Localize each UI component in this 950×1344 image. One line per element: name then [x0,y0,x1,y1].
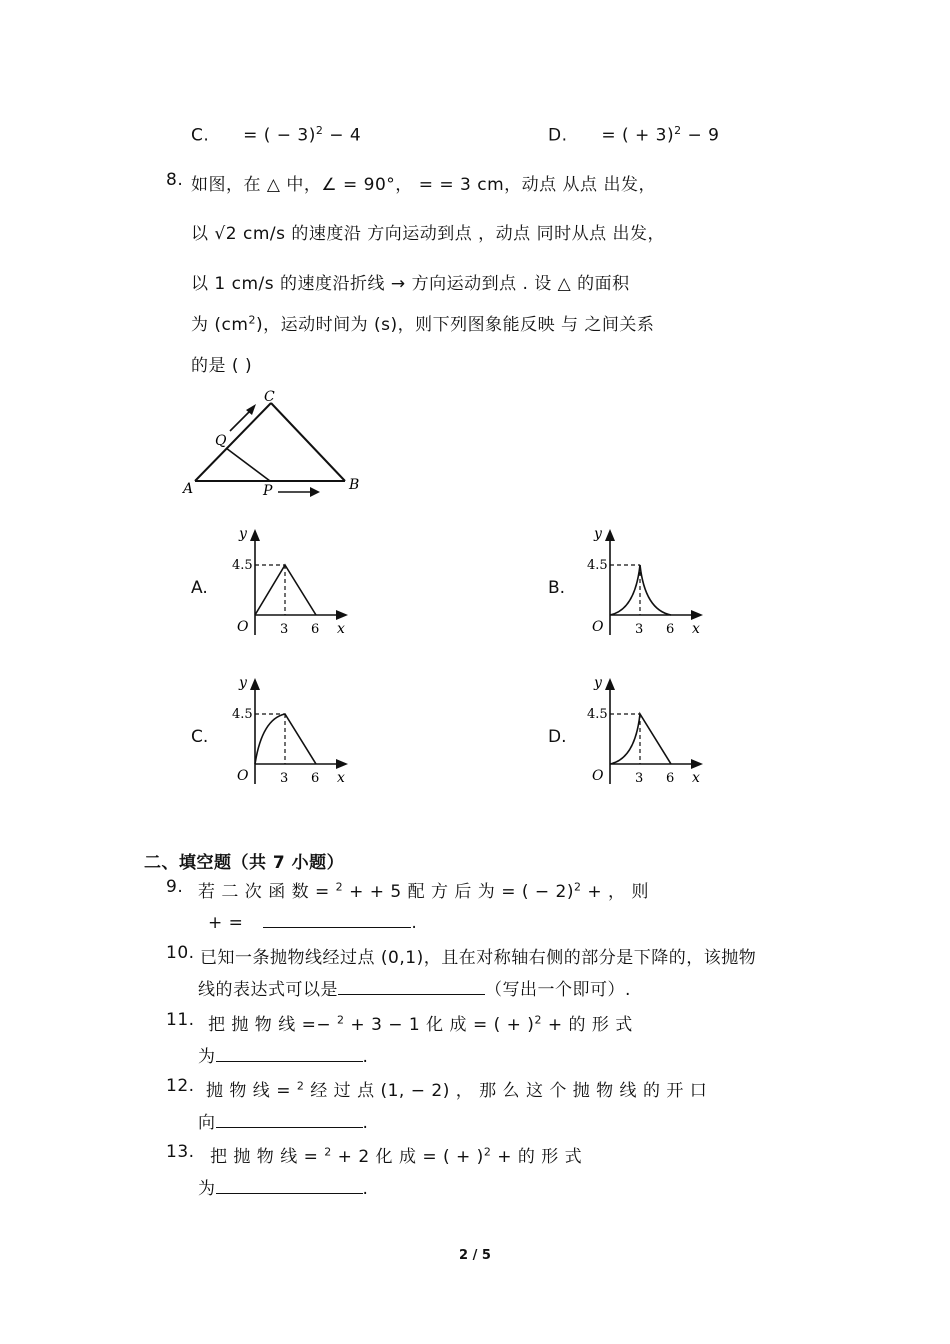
answer-blank[interactable] [216,1045,363,1062]
y-axis-arrow [605,529,615,541]
q8-option-c-label: C. [191,727,209,747]
arrow-p-head [310,487,320,497]
q10-number: 10. [166,943,195,963]
y-tick: 4.5 [587,707,608,722]
label-q: Q [215,433,227,449]
label-b: B [349,477,360,493]
segment-pq [226,448,270,481]
q13-number: 13. [166,1142,195,1162]
q12-line2: 向 . [198,1113,369,1133]
x-tick-6: 6 [666,622,675,637]
triangle-figure [178,385,368,505]
q13-line2: 为 . [198,1179,369,1199]
graph-option-c [222,671,362,791]
y-tick: 4.5 [232,558,253,573]
y-axis-arrow [250,678,260,690]
q11-line2: 为 . [198,1047,369,1067]
y-tick: 4.5 [232,707,253,722]
y-tick: 4.5 [587,558,608,573]
q8-line2: 以 √2 cm/s 的速度沿 方向运动到点 ，动点 同时从点 出发， [191,224,665,244]
q12-number: 12. [166,1076,195,1096]
q9-line1: 若 二 次 函 数 = $^2$ + + 5 配 方 后 为 = ( − 2)$^2$ + ， 则 [198,880,649,902]
q8-line1: 如图，在 △ 中，∠ = 90°， = = 3 cm，动点 从点 出发， [191,175,656,195]
q11-line1: 把 抛 物 线 =− $^2$ + 3 − 1 化 成 = ( + )$^2$ + 的 形 式 [208,1013,633,1035]
y-axis-arrow [605,678,615,690]
q8-number: 8. [166,170,184,190]
x-tick-3: 3 [635,622,644,637]
label-p: P [263,483,273,499]
section-title: 二、填空题（共 7 小题） [144,853,345,873]
graph-option-a [222,522,362,642]
origin-label: O [592,619,604,635]
x-tick-6: 6 [311,622,320,637]
x-label: x [692,621,700,637]
q9-number: 9. [166,877,184,897]
origin-label: O [237,619,249,635]
y-label: y [594,526,602,542]
x-tick-3: 3 [280,622,289,637]
page-number: 2 / 5 [459,1248,491,1263]
label-c: C [264,389,275,405]
q8-line3: 以 1 cm/s 的速度沿折线 → 方向运动到点 . 设 △ 的面积 [191,274,630,294]
x-label: x [337,770,345,786]
q8-option-b-label: B. [548,578,566,598]
x-axis-arrow [336,759,348,769]
answer-blank[interactable] [338,978,485,995]
q11-number: 11. [166,1010,195,1030]
y-label: y [239,675,247,691]
x-axis-arrow [691,610,703,620]
q8-line5: 的是 ( ) [191,356,253,376]
q10-line2: 线的表达式可以是 （写出一个即可）. [198,980,631,1000]
q7-option-d: D. = ( + 3)$^2$ − 9 [548,124,720,146]
graph-option-b [577,522,717,642]
q10-line1: 已知一条抛物线经过点 (0,1)，且在对称轴右侧的部分是下降的，该抛物 [200,948,757,968]
origin-label: O [237,768,249,784]
x-tick-6: 6 [311,771,320,786]
sqrt2: √2 [214,224,238,244]
axes [250,529,348,635]
origin-label: O [592,768,604,784]
y-label: y [239,526,247,542]
y-label: y [594,675,602,691]
x-tick-3: 3 [280,771,289,786]
q13-line1: 把 抛 物 线 = $^2$ + 2 化 成 = ( + )$^2$ + 的 形 式 [210,1145,583,1167]
x-axis-arrow [336,610,348,620]
side-ac [195,403,271,481]
axes [605,678,703,784]
answer-blank[interactable] [216,1111,363,1128]
x-label: x [692,770,700,786]
q7-option-c: C. = ( − 3)$^2$ − 4 [191,124,362,146]
x-tick-3: 3 [635,771,644,786]
q12-line1: 抛 物 线 = $^2$ 经 过 点 (1, − 2) ， 那 么 这 个 抛 物 线 的 开 口 [206,1079,708,1101]
q8-line4: 为 $(cm^2)$，运动时间为 (s)，则下列图象能反映 与 之间关系 [191,313,655,335]
x-axis-arrow [691,759,703,769]
answer-blank[interactable] [216,1177,363,1194]
q9-line2: + = . [208,913,418,933]
answer-blank[interactable] [263,911,411,928]
q8-option-d-label: D. [548,727,567,747]
y-axis-arrow [250,529,260,541]
x-tick-6: 6 [666,771,675,786]
x-label: x [337,621,345,637]
graph-option-d [577,671,717,791]
axes [605,529,703,635]
q8-option-a-label: A. [191,578,208,598]
side-cb [271,403,345,481]
label-a: A [183,481,194,497]
